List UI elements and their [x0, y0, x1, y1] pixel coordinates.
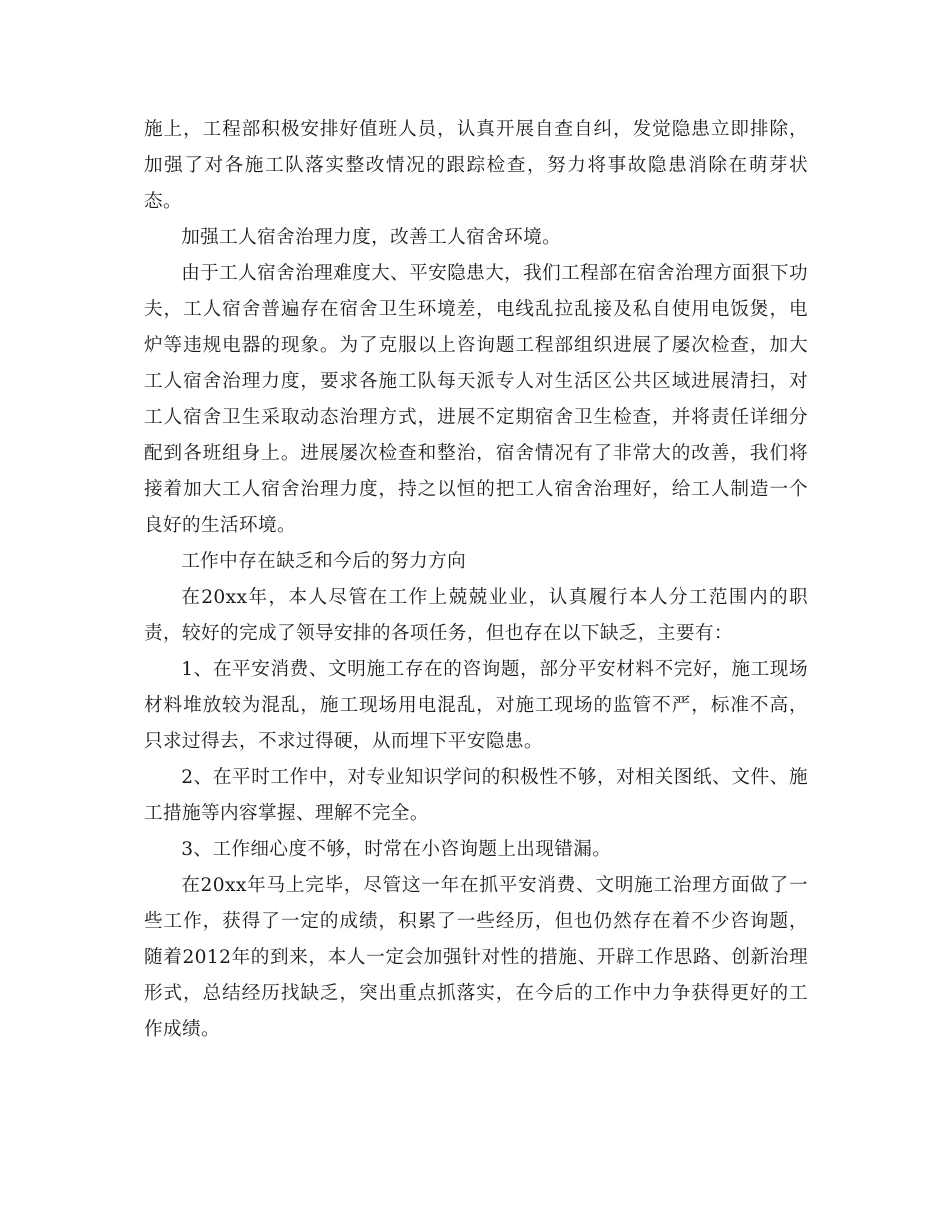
- paragraph-continuation: 施上，工程部积极安排好值班人员，认真开展自查自纠，发觉隐患立即排除，加强了对各施工队落实整改情况的跟踪检查，努力将事故隐患消除在萌芽状态。: [144, 119, 808, 212]
- document-body: [144, 112, 808, 1048]
- paragraph-dormitory: 由于工人宿舍治理难度大、平安隐患大，我们工程部在宿舍治理方面狠下功夫，工人宿舍普遍存在宿舍卫生环境差，电线乱拉乱接及私自使用电饭煲，电炉等违规电器的现象。为了克服以上咨询题工程部组织进展了屡次检查，加大工人宿舍治理力度，要求各施工队每天派专人对生活区公共区域进展清扫，对工人宿舍卫生采取动态治理方式，进展不定期宿舍卫生检查，并将责任详细分配到各班组身上。进展屡次检查和整治，宿舍情况有了非常大的改善，我们将接着加大工人宿舍治理力度，持之以恒的把工人宿舍治理好，给工人制造一个良好的生活环境。: [144, 263, 808, 536]
- list-item-3: 3、工作细心度不够，时常在小咨询题上出现错漏。: [181, 839, 612, 860]
- paragraph-conclusion: 在20xx年马上完毕，尽管这一年在抓平安消费、文明施工治理方面做了一些工作，获得了一定的成绩，积累了一些经历，但也仍然存在着不少咨询题，随着2012年的到来，本人一定会加强针对性的措施、开辟工作思路、创新治理形式，总结经历找缺乏，突出重点抓落实，在今后的工作中力争获得更好的工作成绩。: [144, 875, 808, 1040]
- list-item-2: 2、在平时工作中，对专业知识学问的积极性不够，对相关图纸、文件、施工措施等内容掌握、理解不完全。: [144, 767, 808, 824]
- paragraph-intro-shortcomings: 在20xx年，本人尽管在工作上兢兢业业，认真履行本人分工范围内的职责，较好的完成了领导安排的各项任务，但也存在以下缺乏，主要有：: [144, 587, 808, 644]
- section-heading-dormitory: 加强工人宿舍治理力度，改善工人宿舍环境。: [181, 227, 562, 248]
- section-heading-shortcomings: 工作中存在缺乏和今后的努力方向: [181, 551, 467, 572]
- list-item-1: 1、在平安消费、文明施工存在的咨询题，部分平安材料不完好，施工现场材料堆放较为混乱，施工现场用电混乱，对施工现场的监管不严，标准不高，只求过得去，不求过得硬，从而埋下平安隐患。: [144, 659, 808, 752]
